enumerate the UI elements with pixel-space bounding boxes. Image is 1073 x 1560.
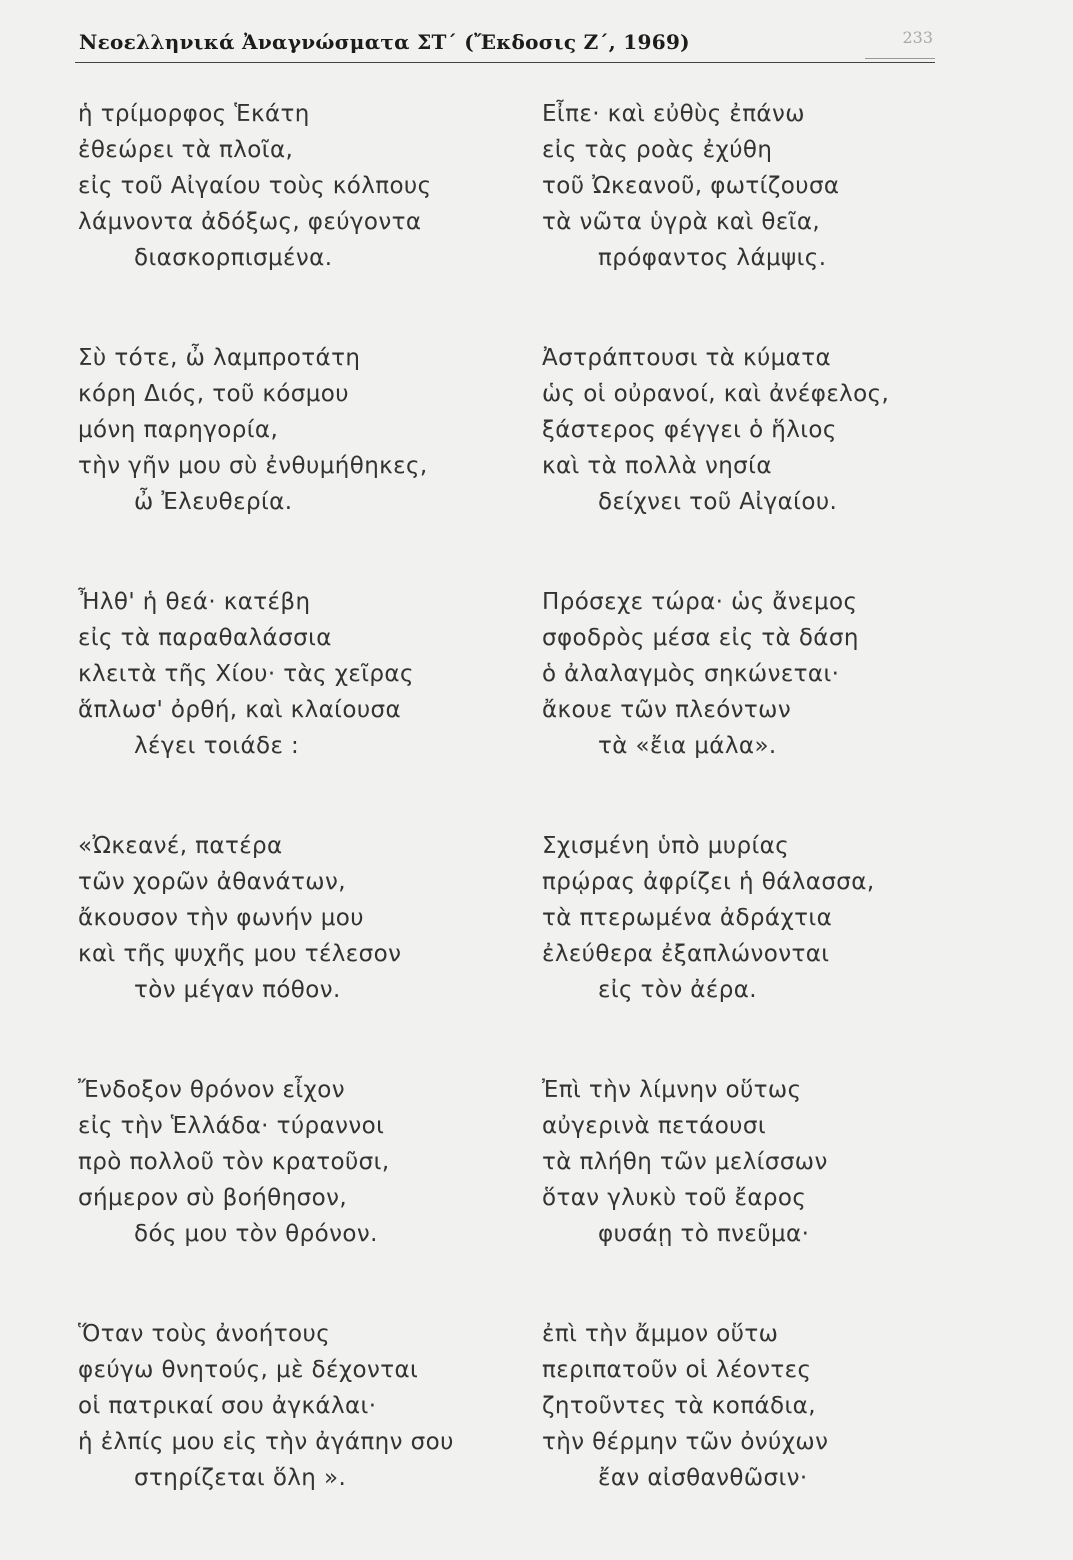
poem-line: σήμερον σὺ βοήθησον, <box>78 1185 348 1211</box>
poem-line: εἰς τὰ παραθαλάσσια <box>78 625 332 651</box>
poem-line: πρὸ πολλοῦ τὸν κρατοῦσι, <box>78 1149 390 1175</box>
stanza <box>78 584 498 764</box>
poem-line-indented: ὦ Ἐλευθερία. <box>134 489 293 515</box>
running-title: Νεοελληνικά Ἀναγνώσματα ΣΤ΄ (Ἔκδοσις Ζ΄, 1969) <box>79 30 690 54</box>
poem-line: ἅπλωσ' ὀρθή, καὶ κλαίουσα <box>78 697 402 723</box>
poem-line-indented: ἔαν αἰσθανθῶσιν· <box>598 1465 808 1491</box>
poem-line: Ὅταν τοὺς ἀνοήτους <box>78 1321 331 1347</box>
poem-line: ἄκουσον τὴν φωνήν μου <box>78 905 364 931</box>
poem-line: ἄκουε τῶν πλεόντων <box>542 697 792 723</box>
poem-line: Ἔνδοξον θρόνον εἶχον <box>78 1077 345 1103</box>
poem-line: ξάστερος φέγγει ὁ ἥλιος <box>542 417 837 443</box>
poem-line: ὡς οἱ οὐρανοί, καὶ ἀνέφελος, <box>542 381 890 407</box>
poem-column-left <box>78 96 498 1560</box>
poem-line: ζητοῦντες τὰ κοπάδια, <box>542 1393 816 1419</box>
poem-line: Ἦλθ' ἡ θεά· κατέβη <box>78 589 311 615</box>
poem-line: τὰ πτερωμένα ἀδράχτια <box>542 905 833 931</box>
poem-line: καὶ τὰ πολλὰ νησία <box>542 453 772 479</box>
stanza <box>542 828 962 1008</box>
poem-line: Ἀστράπτουσι τὰ κύματα <box>542 345 832 371</box>
poem-line: Εἶπε· καὶ εὐθὺς ἐπάνω <box>542 101 805 127</box>
poem-line: ἡ τρίμορφος Ἑκάτη <box>78 101 310 127</box>
poem-line-indented: τὰ «ἔια μάλα». <box>598 733 777 759</box>
poem-line: κόρη Διός, τοῦ κόσμου <box>78 381 349 407</box>
poem-line: σφοδρὸς μέσα εἰς τὰ δάση <box>542 625 859 651</box>
poem-line: εἰς τοῦ Αἰγαίου τοὺς κόλπους <box>78 173 432 199</box>
stanza <box>542 1316 962 1496</box>
poem-line: τοῦ Ὠκεανοῦ, φωτίζουσα <box>542 173 840 199</box>
stanza <box>542 96 962 276</box>
poem-line: τὰ πλήθη τῶν μελίσσων <box>542 1149 828 1175</box>
poem-line: εἰς τὴν Ἑλλάδα· τύραννοι <box>78 1113 385 1139</box>
poem-line: ἐθεώρει τὰ πλοῖα, <box>78 137 294 163</box>
poem-line-indented: λέγει τοιάδε : <box>134 733 300 759</box>
poem-line: Ἐπὶ τὴν λίμνην οὕτως <box>542 1077 802 1103</box>
poem-line: τὴν θέρμην τῶν ὀνύχων <box>542 1429 829 1455</box>
poem-line: τὰ νῶτα ὑγρὰ καὶ θεῖα, <box>542 209 821 235</box>
poem-line: αὐγερινὰ πετάουσι <box>542 1113 767 1139</box>
poem-line-indented: φυσάῃ τὸ πνεῦμα· <box>598 1221 810 1247</box>
page-number-underline <box>865 58 935 59</box>
poem-line: οἱ πατρικαί σου ἀγκάλαι· <box>78 1393 377 1419</box>
poem-line: πρῴρας ἀφρίζει ἡ θάλασσα, <box>542 869 875 895</box>
page-number: 233 <box>902 28 933 47</box>
header-rule <box>75 62 935 63</box>
poem-line: Πρόσεχε τώρα· ὡς ἄνεμος <box>542 589 858 615</box>
poem-line: Σχισμένη ὑπὸ μυρίας <box>542 833 790 859</box>
stanza <box>542 584 962 764</box>
stanza <box>78 828 498 1008</box>
poem-line: τῶν χορῶν ἀθανάτων, <box>78 869 346 895</box>
poem-line: ὁ ἀλαλαγμὸς σηκώνεται· <box>542 661 840 687</box>
poem-line: λάμνοντα ἀδόξως, φεύγοντα <box>78 209 422 235</box>
poem-line-indented: πρόφαντος λάμψις. <box>598 245 827 271</box>
poem-line: ἐλεύθερα ἐξαπλώνονται <box>542 941 830 967</box>
poem-line: ὅταν γλυκὺ τοῦ ἔαρος <box>542 1185 807 1211</box>
stanza <box>78 1072 498 1252</box>
stanza <box>542 340 962 520</box>
poem-line-indented: δείχνει τοῦ Αἰγαίου. <box>598 489 838 515</box>
poem-line: φεύγω θνητούς, μὲ δέχονται <box>78 1357 419 1383</box>
poem-line: περιπατοῦν οἱ λέοντες <box>542 1357 812 1383</box>
poem-line: ἐπὶ τὴν ἄμμον οὕτω <box>542 1321 779 1347</box>
poem-line-indented: τὸν μέγαν πόθον. <box>134 977 341 1003</box>
poem-line-indented: εἰς τὸν ἀέρα. <box>598 977 757 1003</box>
poem-line: κλειτὰ τῆς Χίου· τὰς χεῖρας <box>78 661 414 687</box>
poem-line: τὴν γῆν μου σὺ ἐνθυμήθηκες, <box>78 453 428 479</box>
stanza <box>78 96 498 276</box>
poem-line: μόνη παρηγορία, <box>78 417 279 443</box>
poem-line: εἰς τὰς ροὰς ἐχύθη <box>542 137 773 163</box>
stanza <box>78 1316 498 1496</box>
poem-line: «Ὠκεανέ, πατέρα <box>78 833 283 859</box>
poem-column-right <box>542 96 962 1560</box>
page-header <box>75 22 935 62</box>
stanza <box>542 1072 962 1252</box>
poem-line: Σὺ τότε, ὦ λαμπροτάτη <box>78 345 361 371</box>
poem-line-indented: δός μου τὸν θρόνον. <box>134 1221 378 1247</box>
poem-line-indented: διασκορπισμένα. <box>134 245 333 271</box>
poem-line-indented: στηρίζεται ὅλη ». <box>134 1465 347 1491</box>
poem-line: καὶ τῆς ψυχῆς μου τέλεσον <box>78 941 402 967</box>
stanza <box>78 340 498 520</box>
poem-line: ἡ ἐλπίς μου εἰς τὴν ἀγάπην σου <box>78 1429 454 1455</box>
